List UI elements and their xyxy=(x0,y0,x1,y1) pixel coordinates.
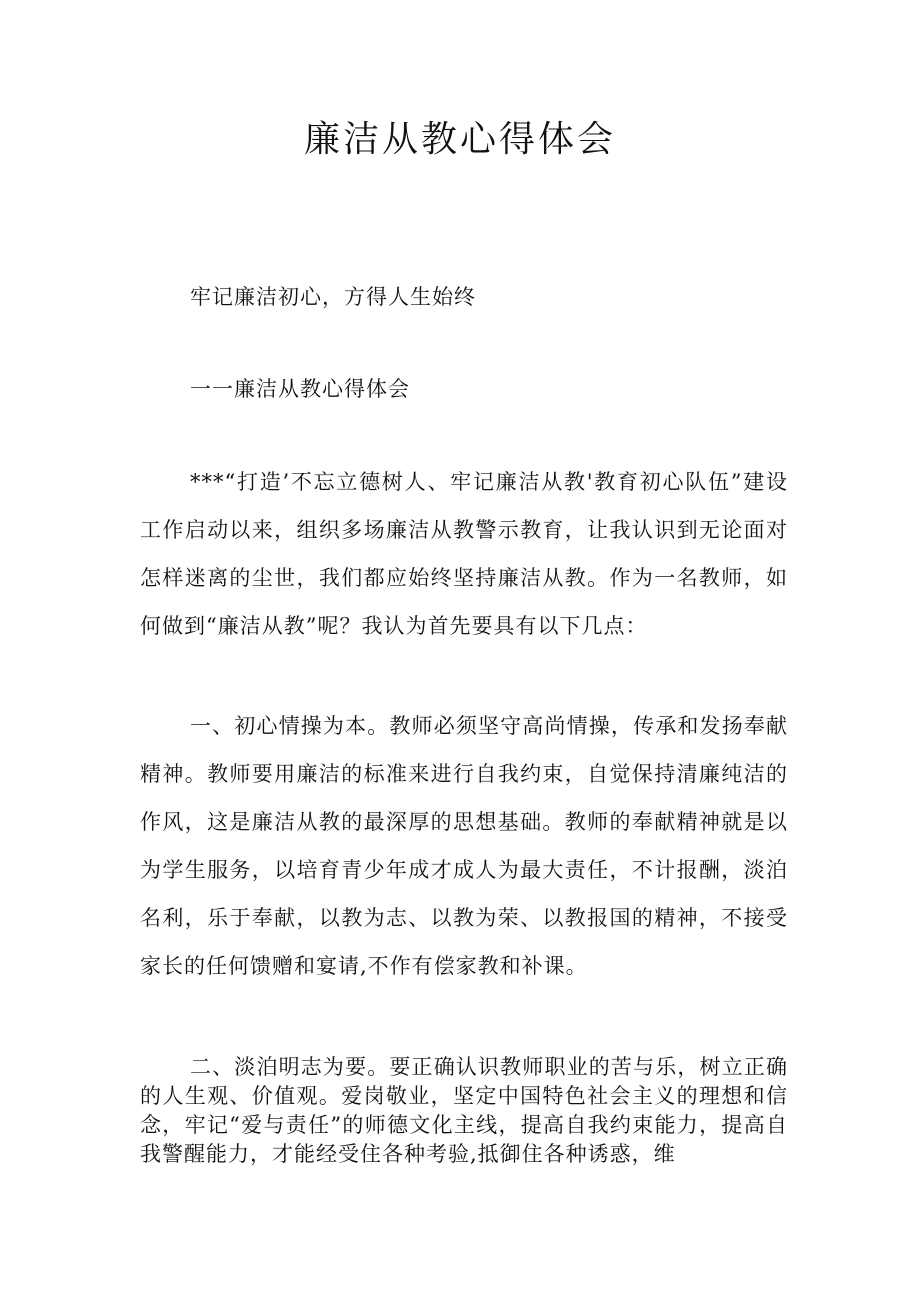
paragraph-point-one: 一、初心情操为本。教师必须坚守高尚情操，传承和发扬奉献精神。教师要用廉洁的标准来进行自我约束，自觉保持清廉纯洁的作风，这是廉洁从教的最深厚的思想基础。教师的奉献精神就是以为学生服务，以培育青少年成才成人为最大责任，不计报酬，淡泊名利，乐于奉献，以教为志、以教为荣、以教报国的精神，不接受家长的任何馈赠和宴请,不作有偿家教和补课。 xyxy=(140,714,788,978)
document-title: 廉洁从教心得体会 xyxy=(303,119,616,160)
paragraph-point-two: 二、淡泊明志为要。要正确认识教师职业的苦与乐，树立正确的人生观、价值观。爱岗敬业，坚定中国特色社会主义的理想和信念，牢记“爱与责任”的师德文化主线，提高自我约束能力，提高自我警醒能力，才能经受住各种考验,抵御住各种诱惑，维 xyxy=(140,1055,788,1166)
document-byline: 一一廉洁从教心得体会 xyxy=(190,377,410,401)
paragraph-intro: ***“打造’不忘立德树人、牢记廉洁从教'教育初心队伍”建设工作启动以来，组织多场廉洁从教警示教育，让我认识到无论面对怎样迷离的尘世，我们都应始终坚持廉洁从教。作为一名教师，如何做到“廉洁从教”呢？我认为首先要具有以下几点： xyxy=(140,470,788,638)
document-subtitle: 牢记廉洁初心，方得人生始终 xyxy=(190,285,476,309)
